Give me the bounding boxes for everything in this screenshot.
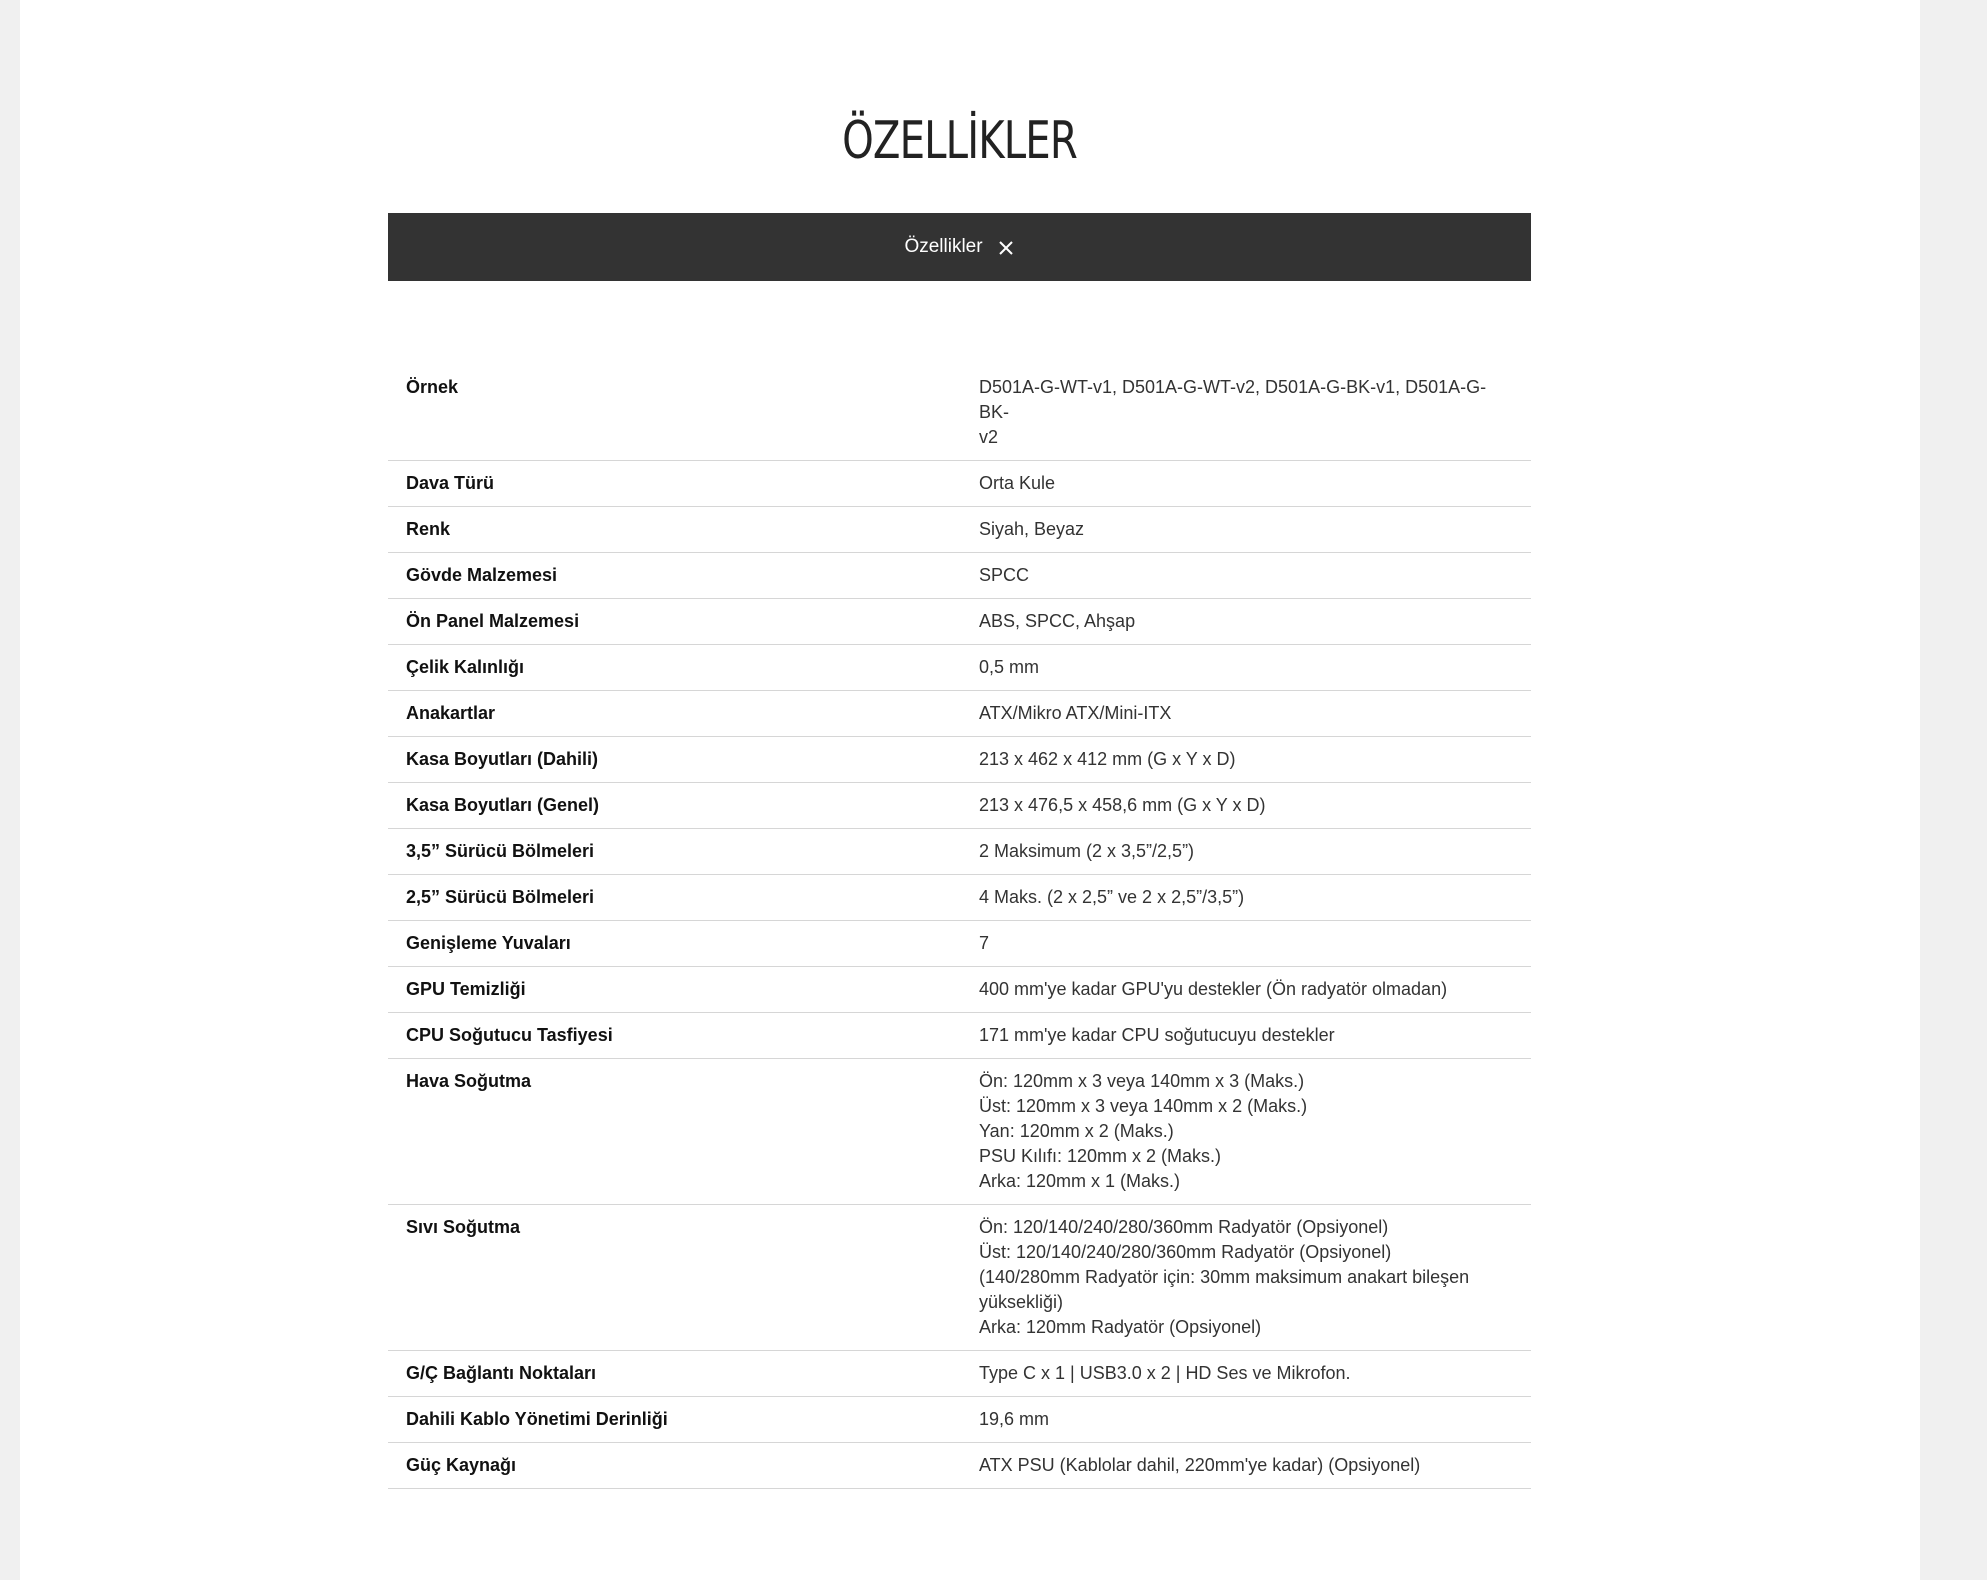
spec-value [960,1059,1531,1205]
spec-value [960,365,1531,461]
spec-value [960,875,1531,921]
spec-key: Örnek [388,365,960,461]
spec-value [960,553,1531,599]
spec-key: 2,5” Sürücü Bölmeleri [388,875,960,921]
page [20,0,1920,1580]
spec-key: Ön Panel Malzemesi [388,599,960,645]
spec-value-line: ATX/Mikro ATX/Mini-ITX [979,703,1172,723]
spec-key: Kasa Boyutları (Dahili) [388,737,960,783]
table-row [388,1059,1531,1205]
tab-label: Özellikler [904,236,983,257]
spec-value [960,691,1531,737]
spec-value [960,967,1531,1013]
spec-key: 3,5” Sürücü Bölmeleri [388,829,960,875]
close-icon[interactable] [997,239,1015,257]
spec-value-line: 0,5 mm [979,657,1040,677]
spec-value [960,599,1531,645]
spec-value-line: Üst: 120/140/240/280/360mm Radyatör (Opsiyonel) [979,1242,1392,1262]
table-row [388,921,1531,967]
spec-value-line: 213 x 476,5 x 458,6 mm (G x Y x D) [979,795,1266,815]
spec-value-line: Ön: 120/140/240/280/360mm Radyatör (Opsiyonel) [979,1217,1389,1237]
table-row [388,645,1531,691]
spec-key: Kasa Boyutları (Genel) [388,783,960,829]
spec-value [960,461,1531,507]
spec-value-line: 7 [979,933,990,953]
table-row [388,1205,1531,1351]
spec-key: G/Ç Bağlantı Noktaları [388,1351,960,1397]
specs-tab-toggle[interactable] [388,213,1531,281]
spec-key: Sıvı Soğutma [388,1205,960,1351]
spec-value-line: (140/280mm Radyatör için: 30mm maksimum anakart bileşen [979,1267,1470,1287]
spec-key: Hava Soğutma [388,1059,960,1205]
specs-table [388,365,1531,1489]
table-row [388,507,1531,553]
table-row [388,1013,1531,1059]
spec-value [960,921,1531,967]
table-row [388,967,1531,1013]
table-row [388,1351,1531,1397]
table-row [388,1443,1531,1489]
table-row [388,783,1531,829]
spec-value-line: Yan: 120mm x 2 (Maks.) [979,1121,1174,1141]
spec-value [960,645,1531,691]
spec-value [960,1013,1531,1059]
spec-value [960,783,1531,829]
table-row [388,1397,1531,1443]
spec-value [960,1205,1531,1351]
spec-value-line: ATX PSU (Kablolar dahil, 220mm'ye kadar) (Opsiyonel) [979,1455,1421,1475]
spec-value [960,829,1531,875]
spec-value-line: SPCC [979,565,1030,585]
spec-value-line: D501A-G-WT-v1, D501A-G-WT-v2, D501A-G-BK-v1, D501A-G-BK- [979,377,1487,422]
spec-key: GPU Temizliği [388,967,960,1013]
page-title: ÖZELLİKLER [842,111,1077,171]
spec-key: CPU Soğutucu Tasfiyesi [388,1013,960,1059]
spec-key: Çelik Kalınlığı [388,645,960,691]
spec-key: Anakartlar [388,691,960,737]
spec-key: Genişleme Yuvaları [388,921,960,967]
spec-key: Dava Türü [388,461,960,507]
table-row [388,691,1531,737]
spec-value-line: Üst: 120mm x 3 veya 140mm x 2 (Maks.) [979,1096,1308,1116]
spec-value-line: Arka: 120mm Radyatör (Opsiyonel) [979,1317,1262,1337]
spec-value-line: Siyah, Beyaz [979,519,1085,539]
table-row [388,829,1531,875]
spec-key: Güç Kaynağı [388,1443,960,1489]
spec-value-line: 213 x 462 x 412 mm (G x Y x D) [979,749,1236,769]
spec-value [960,737,1531,783]
spec-value-line: 19,6 mm [979,1409,1050,1429]
spec-value-line: yüksekliği) [979,1292,1064,1312]
spec-value-line: 171 mm'ye kadar CPU soğutucuyu destekler [979,1025,1335,1045]
spec-value-line: 2 Maksimum (2 x 3,5”/2,5”) [979,841,1195,861]
table-row [388,737,1531,783]
table-row [388,875,1531,921]
spec-value-line: Orta Kule [979,473,1056,493]
spec-key: Renk [388,507,960,553]
spec-value [960,507,1531,553]
spec-value-line: Type C x 1 | USB3.0 x 2 | HD Ses ve Mikrofon. [979,1363,1351,1383]
spec-key: Dahili Kablo Yönetimi Derinliği [388,1397,960,1443]
spec-value [960,1397,1531,1443]
spec-value-line: v2 [979,427,999,447]
spec-value-line: PSU Kılıfı: 120mm x 2 (Maks.) [979,1146,1222,1166]
spec-key: Gövde Malzemesi [388,553,960,599]
table-row [388,365,1531,461]
spec-value [960,1351,1531,1397]
spec-value-line: 400 mm'ye kadar GPU'yu destekler (Ön radyatör olmadan) [979,979,1448,999]
spec-value-line: Arka: 120mm x 1 (Maks.) [979,1171,1181,1191]
spec-value-line: 4 Maks. (2 x 2,5” ve 2 x 2,5”/3,5”) [979,887,1245,907]
table-row [388,553,1531,599]
spec-value-line: ABS, SPCC, Ahşap [979,611,1136,631]
table-row [388,599,1531,645]
table-row [388,461,1531,507]
spec-value-line: Ön: 120mm x 3 veya 140mm x 3 (Maks.) [979,1071,1305,1091]
spec-value [960,1443,1531,1489]
